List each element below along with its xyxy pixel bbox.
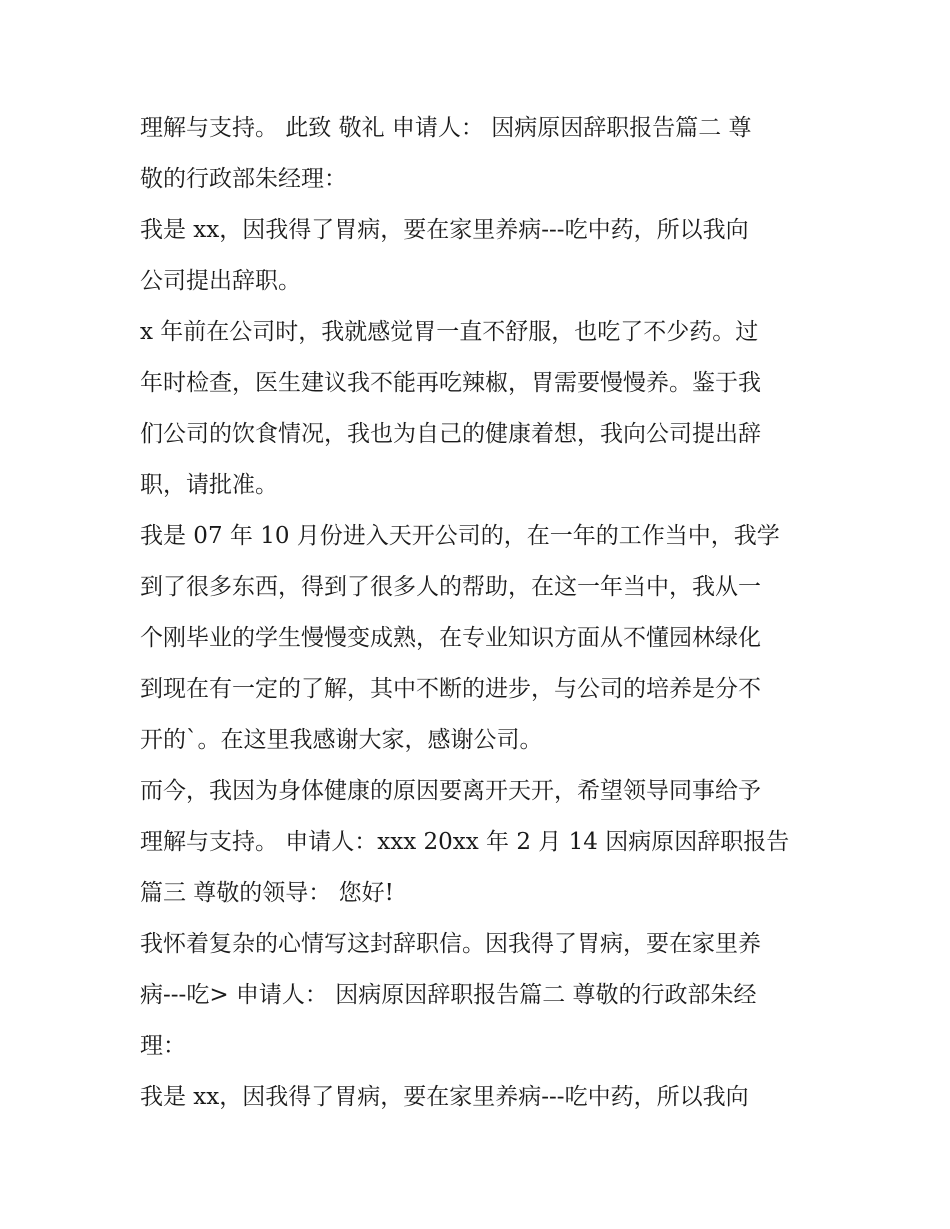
text-line: 开的`。在这里我感谢大家，感谢公司。 — [140, 727, 543, 753]
text-line: 而今，我因为身体健康的原因要离开天开，希望领导同事给予 — [140, 778, 761, 804]
text-line: 公司提出辞职。 — [140, 268, 301, 294]
text-line: 理： — [140, 1033, 186, 1059]
text-line: 到了很多东西，得到了很多人的帮助，在这一年当中，我从一 — [140, 574, 761, 600]
document-body — [140, 103, 820, 1123]
text-line: x 年前在公司时，我就感觉胃一直不舒服，也吃了不少药。过 — [140, 319, 759, 345]
text-line: 病---吃> 申请人： 因病原因辞职报告篇二 尊敬的行政部朱经 — [140, 982, 757, 1008]
text-line: 敬的行政部朱经理： — [140, 166, 347, 192]
text-line: 职，请批准。 — [140, 472, 278, 498]
text-line: 我怀着复杂的心情写这封辞职信。因我得了胃病，要在家里养 — [140, 931, 761, 957]
text-line: 们公司的饮食情况，我也为自己的健康着想，我向公司提出辞 — [140, 421, 761, 447]
text-line: 我是 xx，因我得了胃病，要在家里养病---吃中药，所以我向 — [140, 217, 749, 243]
text-line: 我是 xx，因我得了胃病，要在家里养病---吃中药，所以我向 — [140, 1084, 749, 1110]
text-line: 年时检查，医生建议我不能再吃辣椒，胃需要慢慢养。鉴于我 — [140, 370, 761, 396]
text-line: 理解与支持。 此致 敬礼 申请人： 因病原因辞职报告篇二 尊 — [140, 115, 752, 141]
text-line: 篇三 尊敬的领导： 您好! — [140, 880, 394, 906]
text-line: 个刚毕业的学生慢慢变成熟，在专业知识方面从不懂园林绿化 — [140, 625, 761, 651]
text-line: 我是 07 年 10 月份进入天开公司的，在一年的工作当中，我学 — [140, 523, 780, 549]
text-line: 理解与支持。 申请人：xxx 20xx 年 2 月 14 因病原因辞职报告 — [140, 829, 790, 855]
text-line: 到现在有一定的了解，其中不断的进步，与公司的培养是分不 — [140, 676, 761, 702]
